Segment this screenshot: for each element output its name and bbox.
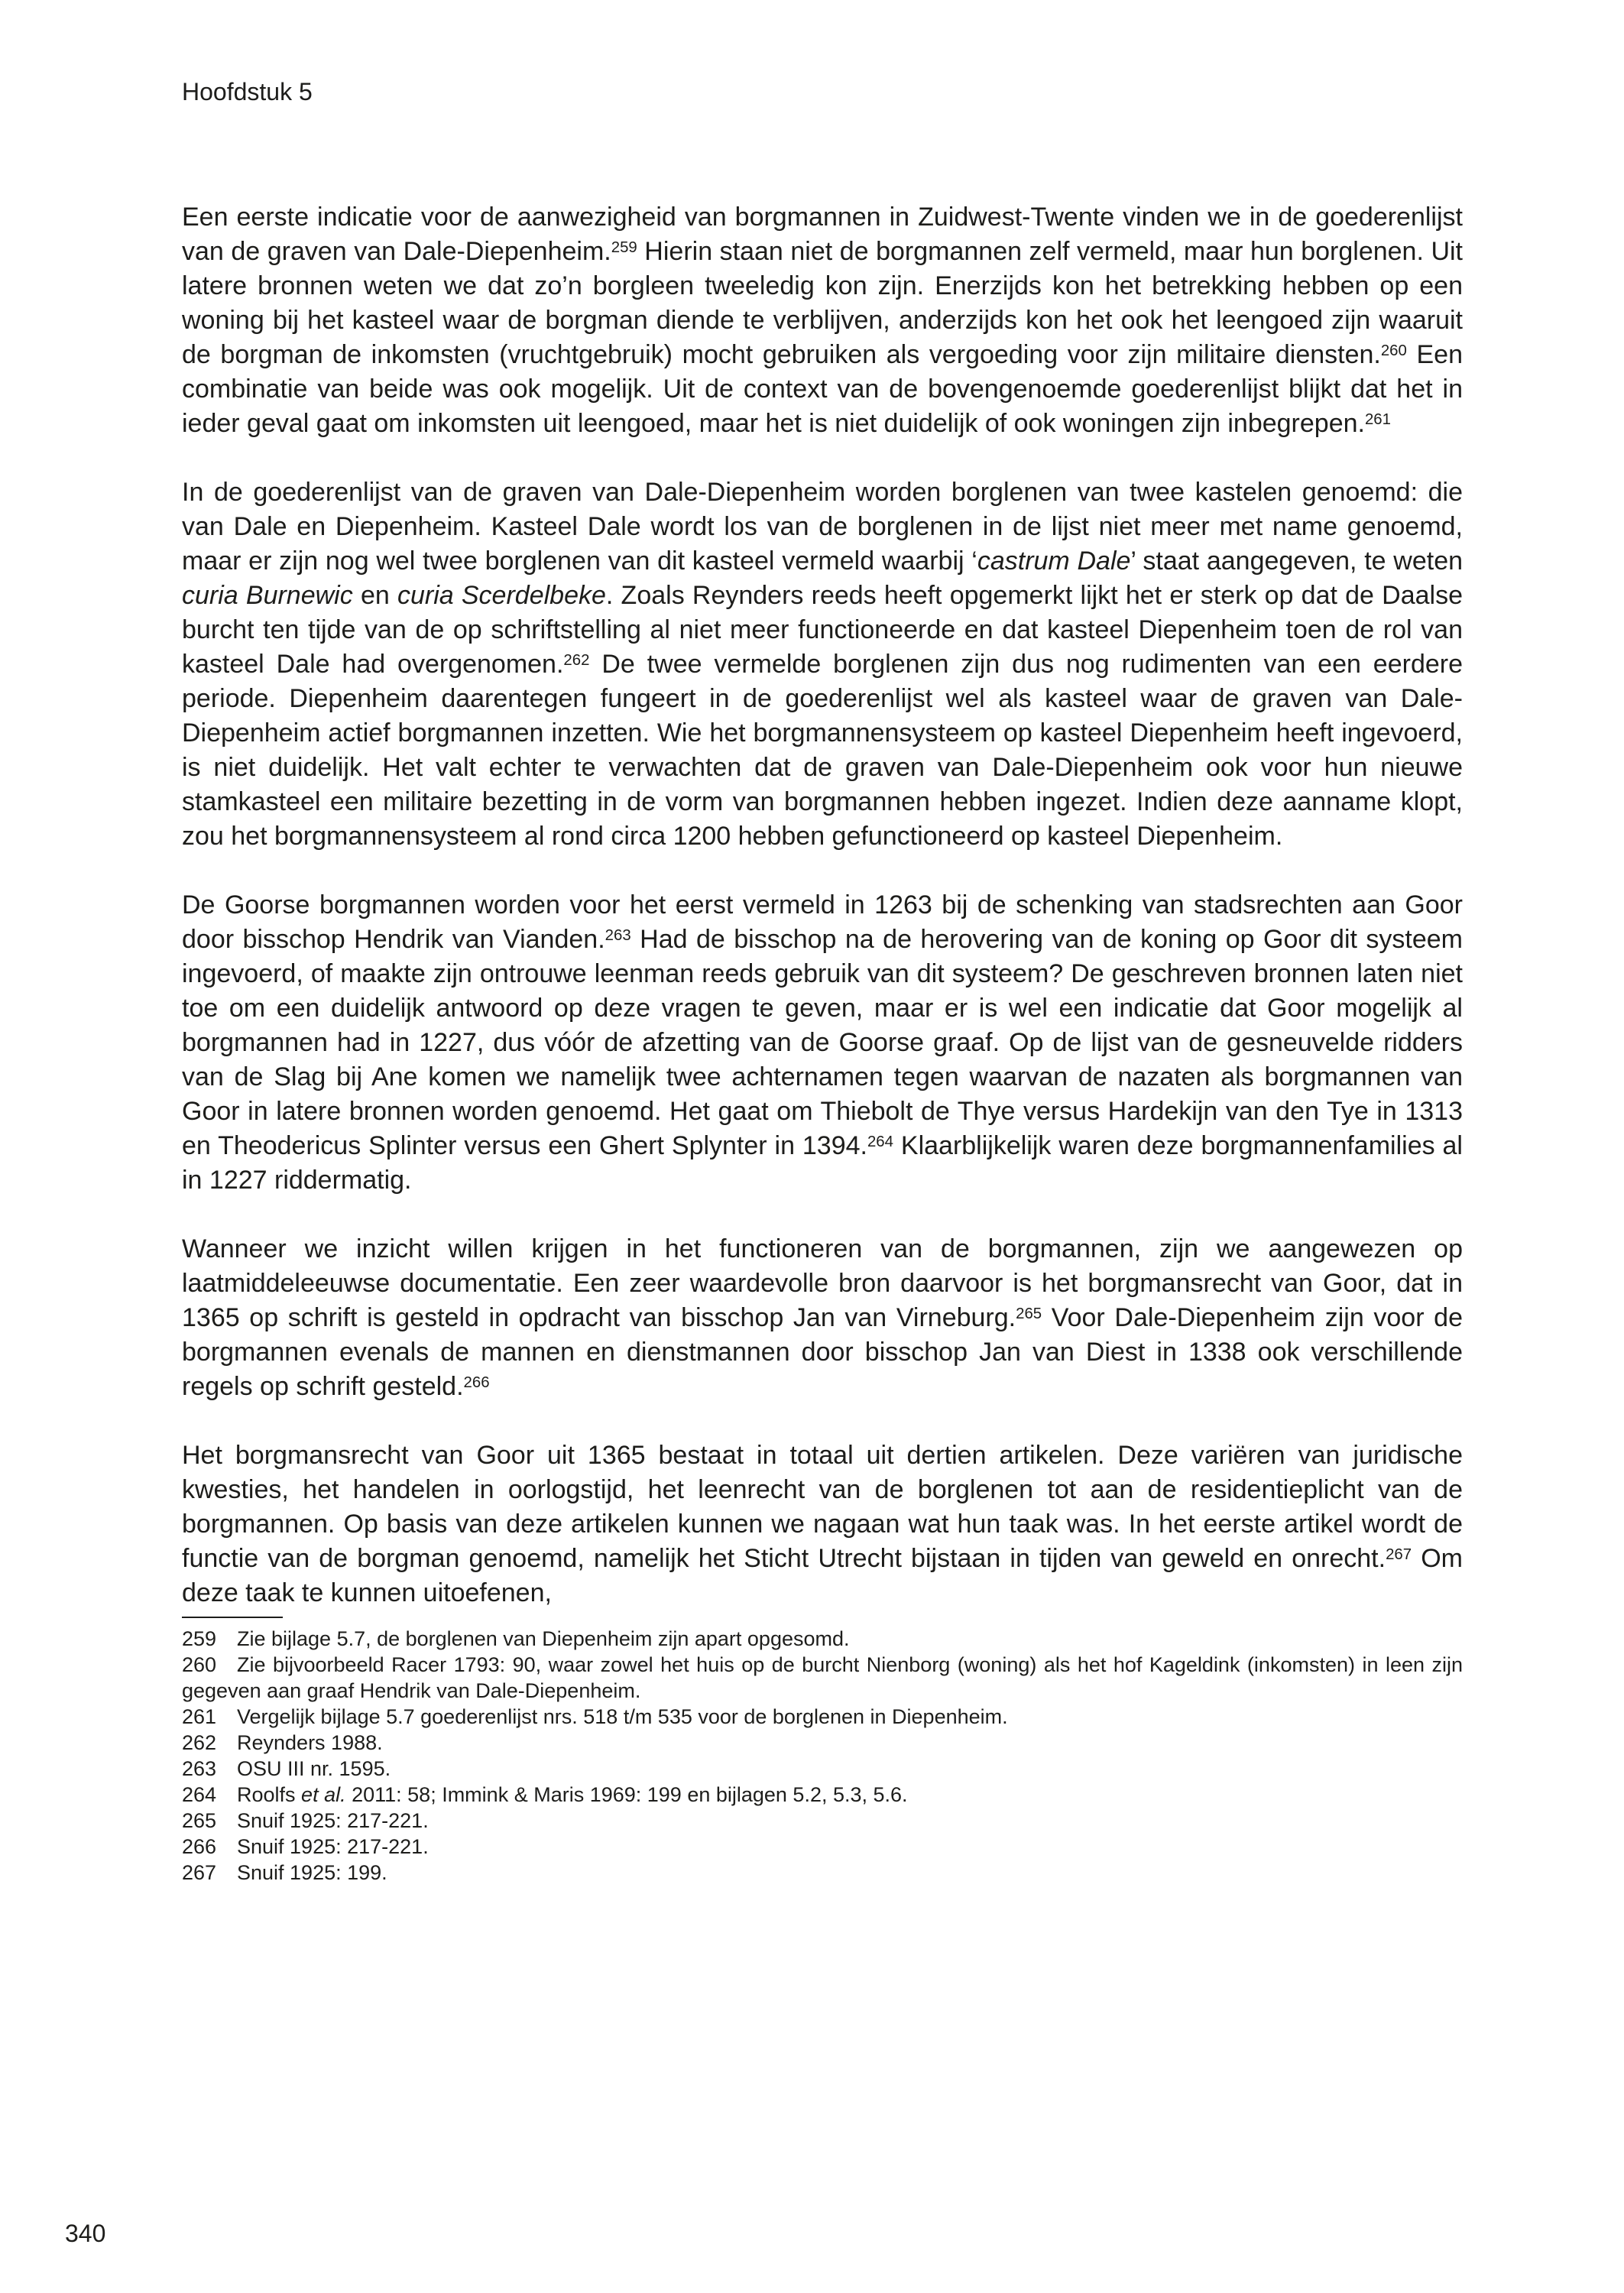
footnote-ref: 263 bbox=[605, 926, 631, 944]
footnote bbox=[182, 1860, 1463, 1886]
text-run: Roolfs bbox=[237, 1783, 302, 1806]
footnote bbox=[182, 1704, 1463, 1730]
text-run: De Goorse borgmannen worden voor het eerst vermeld in 1263 bij de schenking van stadsrechten aan Goor door bisschop Hendrik van Vianden. bbox=[182, 890, 1463, 954]
footnote-separator bbox=[182, 1617, 283, 1618]
text-run: curia Burnewic bbox=[182, 581, 353, 610]
text-run: Reynders 1988. bbox=[237, 1731, 383, 1754]
footnote bbox=[182, 1756, 1463, 1782]
paragraph bbox=[182, 1438, 1463, 1610]
footnote-number: 260 bbox=[182, 1653, 217, 1676]
body-paragraphs bbox=[182, 200, 1463, 1610]
footnote-number: 264 bbox=[182, 1783, 217, 1806]
text-run: Wanneer we inzicht willen krijgen in het functioneren van de borgmannen, zijn we aangewezen op laatmiddeleeuwse documentatie. Een zeer waardevolle bron daarvoor is het borgmansrecht van Goor, dat in 1365 op schrift is gesteld in opdracht van bisschop Jan van Virneburg. bbox=[182, 1234, 1463, 1332]
text-run: Had de bisschop na de herovering van de koning op Goor dit systeem ingevoerd, of maakte zijn ontrouwe leenman reeds gebruik van dit systeem? De geschreven bronnen laten niet toe om een duidelijk antwoord op deze vragen te geven, maar er is wel een indicatie dat Goor mogelijk al borgmannen had in 1227, dus vóór de afzetting van de Goorse graaf. Op de lijst van de gesneuvelde ridders van de Slag bij Ane komen we namelijk twee achternamen tegen waarvan de nazaten als borgmannen van Goor in latere bronnen worden genoemd. Het gaat om Thiebolt de Thye versus Hardekijn van den Tye in 1313 en Theodericus Splinter versus een Ghert Splynter in 1394. bbox=[182, 925, 1463, 1160]
footnote-number: 259 bbox=[182, 1627, 217, 1650]
footnote-ref: 260 bbox=[1380, 342, 1407, 359]
footnote-number: 267 bbox=[182, 1861, 217, 1884]
footnote bbox=[182, 1626, 1463, 1652]
text-run: en bbox=[352, 581, 397, 610]
text-run: Om deze taak te kunnen uitoefenen, bbox=[182, 1544, 1463, 1607]
paragraph bbox=[182, 1232, 1463, 1404]
footnote-ref: 265 bbox=[1016, 1305, 1042, 1322]
text-run: Snuif 1925: 217-221. bbox=[237, 1835, 429, 1858]
text-column bbox=[182, 76, 1463, 1886]
footnote bbox=[182, 1652, 1463, 1704]
footnote-number: 265 bbox=[182, 1809, 217, 1832]
footnote-number: 266 bbox=[182, 1835, 217, 1858]
text-run: castrum Dale bbox=[977, 546, 1131, 576]
text-run: Het borgmansrecht van Goor uit 1365 bestaat in totaal uit dertien artikelen. Deze variëren van juridische kwesties, het handelen in oorlogstijd, het leenrecht van de borglenen tot aan de residentieplicht van de borgmannen. Op basis van deze artikelen kunnen we nagaan wat hun taak was. In het eerste artikel wordt de functie van de borgman genoemd, namelijk het Sticht Utrecht bijstaan in tijden van geweld en onrecht. bbox=[182, 1441, 1463, 1573]
text-run: Een combinatie van beide was ook mogelijk. Uit de context van de bovengenoemde goederenlijst blijkt dat het in ieder geval gaat om inkomsten uit leengoed, maar het is niet duidelijk of ook woningen zijn inbegrepen. bbox=[182, 340, 1463, 438]
footnote-ref: 267 bbox=[1386, 1545, 1412, 1563]
paragraph bbox=[182, 475, 1463, 854]
footnote bbox=[182, 1834, 1463, 1860]
footnote bbox=[182, 1730, 1463, 1756]
footnote-ref: 262 bbox=[563, 651, 590, 669]
text-run: Snuif 1925: 199. bbox=[237, 1861, 387, 1884]
text-run: De twee vermelde borglenen zijn dus nog rudimenten van een eerdere periode. Diepenheim daarentegen fungeert in de goederenlijst wel als kasteel waar de graven van Dale-Diepenheim actief borgmannen inzetten. Wie het borgmannensysteem op kasteel Diepenheim heeft ingevoerd, is niet duidelijk. Het valt echter te verwachten dat de graven van Dale-Diepenheim ook voor hun nieuwe stamkasteel een militaire bezetting in de vorm van borgmannen hebben ingezet. Indien deze aanname klopt, zou het borgmannensysteem al rond circa 1200 hebben gefunctioneerd op kasteel Diepenheim. bbox=[182, 650, 1463, 851]
text-run: 2011: 58; Immink & Maris 1969: 199 en bijlagen 5.2, 5.3, 5.6. bbox=[345, 1783, 908, 1806]
paragraph bbox=[182, 888, 1463, 1198]
footnote bbox=[182, 1782, 1463, 1808]
paragraph bbox=[182, 200, 1463, 441]
footnote-ref: 266 bbox=[463, 1374, 490, 1391]
footnote-ref: 264 bbox=[867, 1133, 893, 1150]
footnote-ref: 259 bbox=[611, 238, 637, 256]
text-run: . Zoals Reynders reeds heeft opgemerkt lijkt het er sterk op dat de Daalse burcht ten tijde van de op schriftstelling al niet meer functioneerde en dat kasteel Diepenheim toen de rol van kasteel Dale had overgenomen. bbox=[182, 581, 1464, 679]
page-number: 340 bbox=[65, 2220, 106, 2247]
footnote-number: 263 bbox=[182, 1757, 217, 1780]
text-run: Een eerste indicatie voor de aanwezigheid van borgmannen in Zuidwest-Twente vinden we in de goederenlijst van de graven van Dale-Diepenheim. bbox=[182, 203, 1463, 266]
text-run: Zie bijlage 5.7, de borglenen van Diepenheim zijn apart opgesomd. bbox=[237, 1627, 850, 1650]
footnote-number: 262 bbox=[182, 1731, 217, 1754]
text-run: Hierin staan niet de borgmannen zelf vermeld, maar hun borglenen. Uit latere bronnen weten we dat zo’n borgleen tweeledig kon zijn. Enerzijds kon het betrekking hebben op een woning bij het kasteel waar de borgman diende te verblijven, anderzijds kon het ook het leengoed zijn waaruit de borgman de inkomsten (vruchtgebruik) mocht gebruiken als vergoeding voor zijn militaire diensten. bbox=[182, 237, 1463, 369]
footnote bbox=[182, 1808, 1463, 1834]
footnote-number: 261 bbox=[182, 1705, 217, 1728]
text-run: Voor Dale-Diepenheim zijn voor de borgmannen evenals de mannen en dienstmannen door bisschop Jan van Diest in 1338 ook verschillende regels op schrift gesteld. bbox=[182, 1303, 1463, 1401]
text-run: Vergelijk bijlage 5.7 goederenlijst nrs. 518 t/m 535 voor de borglenen in Diepenheim. bbox=[237, 1705, 1008, 1728]
text-run: curia Scerdelbeke bbox=[397, 581, 606, 610]
text-run: Snuif 1925: 217-221. bbox=[237, 1809, 429, 1832]
text-run: In de goederenlijst van de graven van Dale-Diepenheim worden borglenen van twee kastelen genoemd: die van Dale en Diepenheim. Kasteel Dale wordt los van de borglenen in de lijst niet meer met name genoemd, maar er zijn nog wel twee borglenen van dit kasteel vermeld waarbij ‘ bbox=[182, 478, 1463, 576]
footnotes-list bbox=[182, 1626, 1463, 1886]
text-run: Klaarblijkelijk waren deze borgmannenfamilies al in 1227 riddermatig. bbox=[182, 1131, 1463, 1195]
text-run: et al. bbox=[301, 1783, 346, 1806]
text-run: ’ staat aangegeven, te weten bbox=[1130, 546, 1464, 576]
text-run: OSU III nr. 1595. bbox=[237, 1757, 391, 1780]
chapter-header: Hoofdstuk 5 bbox=[182, 78, 313, 105]
text-run: Zie bijvoorbeeld Racer 1793: 90, waar zowel het huis op de burcht Nienborg (woning) als het hof Kageldink (inkomsten) in leen zijn gegeven aan graaf Hendrik van Dale-Diepenheim. bbox=[182, 1653, 1463, 1702]
footnote-ref: 261 bbox=[1364, 410, 1391, 428]
